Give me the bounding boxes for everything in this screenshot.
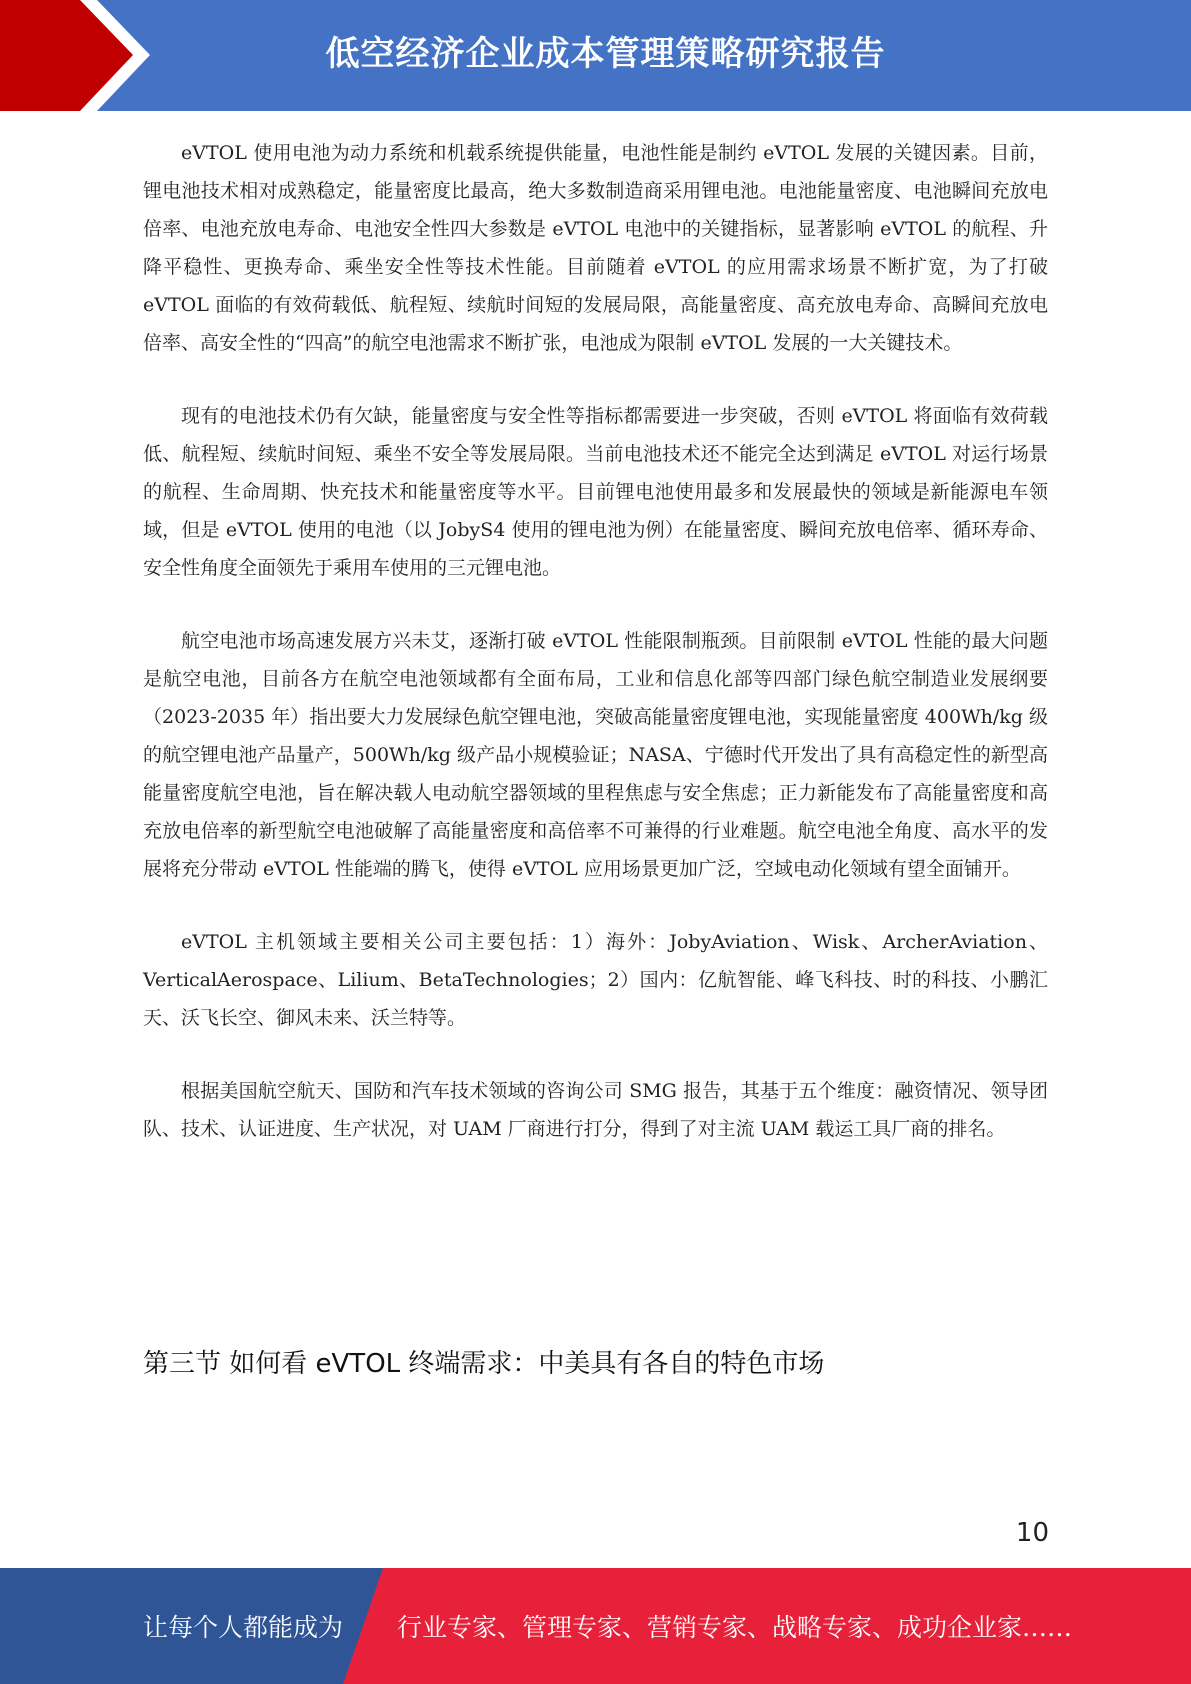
paragraph-battery-performance: eVTOL 使用电池为动力系统和机载系统提供能量，电池性能是制约 eVTOL 发展的关键因素。目前，锂电池技术相对成熟稳定，能量密度比最高，绝大多数制造商采用锂电池。电池能量密度、电池瞬间充放电倍率、电池充放电寿命、电池安全性四大参数是 eVTOL 电池中的关键指标，显著影响 eVTOL 的航程、升降平稳性、更换寿命、乘坐安全性等技术性能。目前随着 eVTOL 的应用需求场景不断扩宽，为了打破 eVTOL 面临的有效荷载低、航程短、续航时间短的发展局限，高能量密度、高充放电寿命、高瞬间充放电倍率、高安全性的“四高”的航空电池需求不断扩张，电池成为限制 eVTOL 发展的一大关键技术。 <box>143 142 1048 354</box>
page-header <box>0 0 1191 111</box>
page-footer <box>0 1568 1191 1684</box>
footer-slogan-left: 让每个人都能成为 <box>143 1613 344 1642</box>
footer-slogan-right: 行业专家、管理专家、营销专家、战略专家、成功企业家…… <box>397 1613 1073 1642</box>
report-title: 低空经济企业成本管理策略研究报告 <box>325 34 886 74</box>
body-content <box>143 134 1048 1183</box>
section-heading: 第三节 如何看 eVTOL 终端需求：中美具有各自的特色市场 <box>143 1349 825 1379</box>
page-number: 10 <box>1015 1518 1049 1548</box>
paragraph-smg-report: 根据美国航空航天、国防和汽车技术领域的咨询公司 SMG 报告，其基于五个维度：融资情况、领导团队、技术、认证进度、生产状况，对 UAM 厂商进行打分，得到了对主流 UAM 载运工具厂商的排名。 <box>143 1080 1048 1140</box>
paragraph-evtol-companies: eVTOL 主机领域主要相关公司主要包括：1）海外：JobyAviation、Wisk、ArcherAviation、VerticalAerospace、Lilium、BetaTechnologies；2）国内：亿航智能、峰飞科技、时的科技、小鹏汇天、沃飞长空、御风未来、沃兰特等。 <box>143 931 1048 1029</box>
paragraph-aviation-battery-market: 航空电池市场高速发展方兴未艾，逐渐打破 eVTOL 性能限制瓶颈。目前限制 eVTOL 性能的最大问题是航空电池，目前各方在航空电池领域都有全面布局，工业和信息化部等四部门绿色航空制造业发展纲要（2023-2035 年）指出要大力发展绿色航空锂电池，突破高能量密度锂电池，实现能量密度 400Wh/kg 级的航空锂电池产品量产，500Wh/kg 级产品小规模验证；NASA、宁德时代开发出了具有高稳定性的新型高能量密度航空电池，旨在解决载人电动航空器领域的里程焦虑与安全焦虑；正力新能发布了高能量密度和高充放电倍率的新型航空电池破解了高能量密度和高倍率不可兼得的行业难题。航空电池全角度、高水平的发展将充分带动 eVTOL 性能端的腾飞，使得 eVTOL 应用场景更加广泛，空域电动化领域有望全面铺开。 <box>143 630 1048 880</box>
paragraph-battery-shortcomings: 现有的电池技术仍有欠缺，能量密度与安全性等指标都需要进一步突破，否则 eVTOL 将面临有效荷载低、航程短、续航时间短、乘坐不安全等发展局限。当前电池技术还不能完全达到满足 eVTOL 对运行场景的航程、生命周期、快充技术和能量密度等水平。目前锂电池使用最多和发展最快的领域是新能源电车领域，但是 eVTOL 使用的电池（以 JobyS4 使用的锂电池为例）在能量密度、瞬间充放电倍率、循环寿命、安全性角度全面领先于乘用车使用的三元锂电池。 <box>143 405 1048 579</box>
